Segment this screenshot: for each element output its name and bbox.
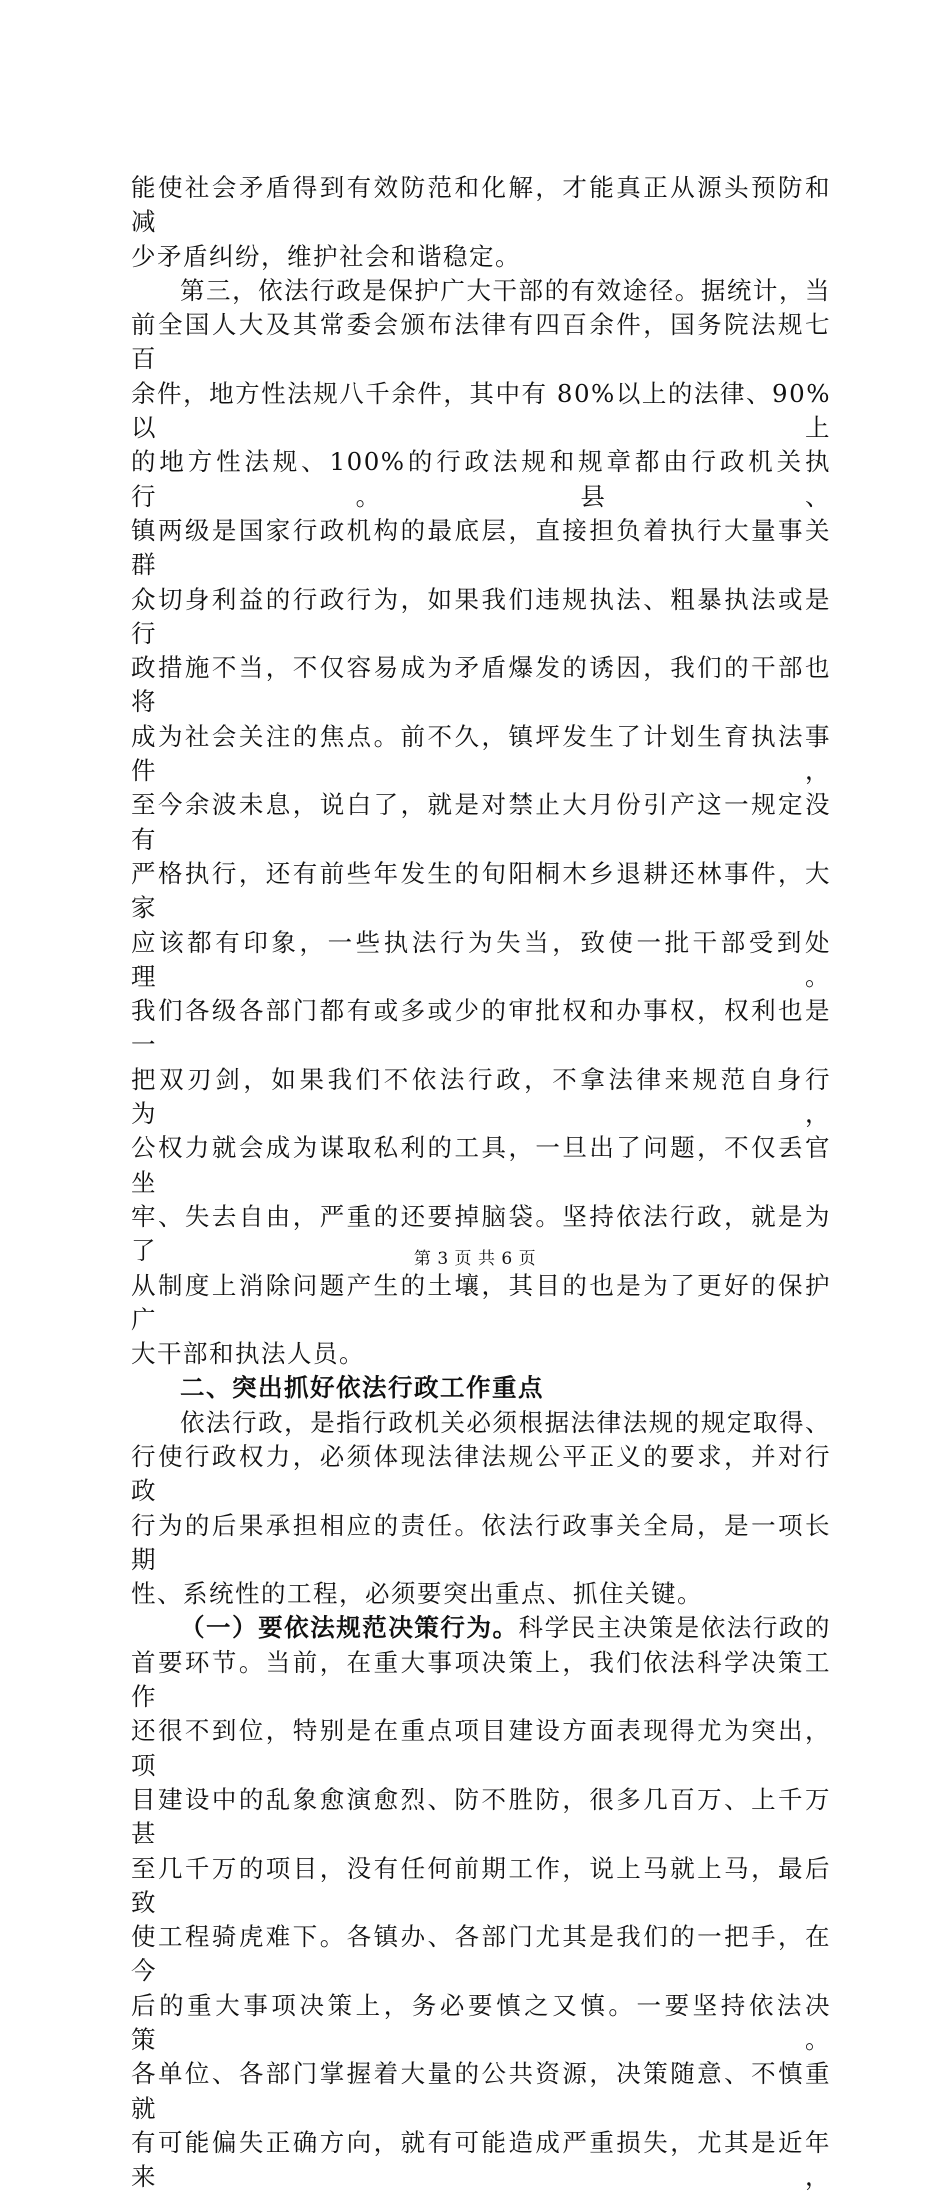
text-line: 有可能偏失正确方向，就有可能造成严重损失，尤其是近年来， xyxy=(131,2127,831,2192)
text-line: 第三，依法行政是保护广大干部的有效途径。据统计，当 xyxy=(180,275,831,305)
text-line: 从制度上消除问题产生的土壤，其目的也是为了更好的保护广 xyxy=(131,1270,831,1334)
text-line: 能使社会矛盾得到有效防范和化解，才能真正从源头预防和减 xyxy=(131,173,831,237)
text-line: 牢、失去自由，严重的还要掉脑袋。坚持依法行政，就是为了 xyxy=(131,1201,831,1266)
text-line: 前全国人大及其常委会颁布法律有四百余件，国务院法规七百 xyxy=(131,310,831,374)
text-line: 各单位、各部门掌握着大量的公共资源，决策随意、不慎重就 xyxy=(131,2059,831,2123)
text-line: 政措施不当，不仅容易成为矛盾爆发的诱因，我们的干部也将 xyxy=(131,653,831,717)
text-line: 行使行政权力，必须体现法律法规公平正义的要求，并对行政 xyxy=(131,1441,831,1506)
text-line: 应该都有印象，一些执法行为失当，致使一批干部受到处理。 xyxy=(131,927,831,991)
text-line: 少矛盾纠纷，维护社会和谐稳定。 xyxy=(131,241,521,271)
text-line: 严格执行，还有前些年发生的旬阳桐木乡退耕还林事件，大家 xyxy=(131,858,831,923)
text-line: 我们各级各部门都有或多或少的审批权和办事权，权利也是一 xyxy=(131,996,831,1060)
text-line: 性、系统性的工程，必须要突出重点、抓住关键。 xyxy=(131,1579,703,1609)
page-footer: 第 3 页 共 6 页 xyxy=(413,1249,537,1269)
text-line: 的地方性法规、100%的行政法规和规章都由行政机关执行。县、 xyxy=(131,447,831,511)
text-line: 镇两级是国家行政机构的最底层，直接担负着执行大量事关群 xyxy=(131,515,831,580)
text-line: 至几千万的项目，没有任何前期工作，说上马就上马，最后致 xyxy=(131,1853,831,1917)
text-line: 成为社会关注的焦点。前不久，镇坪发生了计划生育执法事件， xyxy=(131,721,831,786)
text-line: 余件，地方性法规八千余件，其中有 80%以上的法律、90%以上 xyxy=(131,378,831,443)
body-text xyxy=(131,171,831,2195)
section-heading: 二、突出抓好依法行政工作重点 xyxy=(180,1373,544,1403)
subsection-heading: （一）要依法规范决策行为。 xyxy=(180,1613,519,1643)
text-line: 大干部和执法人员。 xyxy=(131,1339,365,1369)
text-line xyxy=(131,1611,831,1645)
text-line: 众切身利益的行政行为，如果我们违规执法、粗暴执法或是行 xyxy=(131,584,831,648)
text-line: 依法行政，是指行政机关必须根据法律法规的规定取得、 xyxy=(180,1407,831,1437)
text-run: 科学民主决策是依法行政的 xyxy=(518,1613,832,1643)
text-line: 把双刃剑，如果我们不依法行政，不拿法律来规范自身行为， xyxy=(131,1064,831,1129)
text-line: 目建设中的乱象愈演愈烈、防不胜防，很多几百万、上千万甚 xyxy=(131,1784,831,1849)
text-line: 首要环节。当前，在重大事项决策上，我们依法科学决策工作 xyxy=(131,1647,831,1712)
text-line: 后的重大事项决策上，务必要慎之又慎。一要坚持依法决策。 xyxy=(131,1990,831,2055)
text-line: 行为的后果承担相应的责任。依法行政事关全局，是一项长期 xyxy=(131,1510,831,1574)
text-line: 还很不到位，特别是在重点项目建设方面表现得尤为突出，项 xyxy=(131,1716,831,1780)
text-line: 至今余波未息，说白了，就是对禁止大月份引产这一规定没有 xyxy=(131,790,831,854)
text-line: 公权力就会成为谋取私利的工具，一旦出了问题，不仅丢官坐 xyxy=(131,1133,831,1197)
text-line: 使工程骑虎难下。各镇办、各部门尤其是我们的一把手，在今 xyxy=(131,1922,831,1986)
